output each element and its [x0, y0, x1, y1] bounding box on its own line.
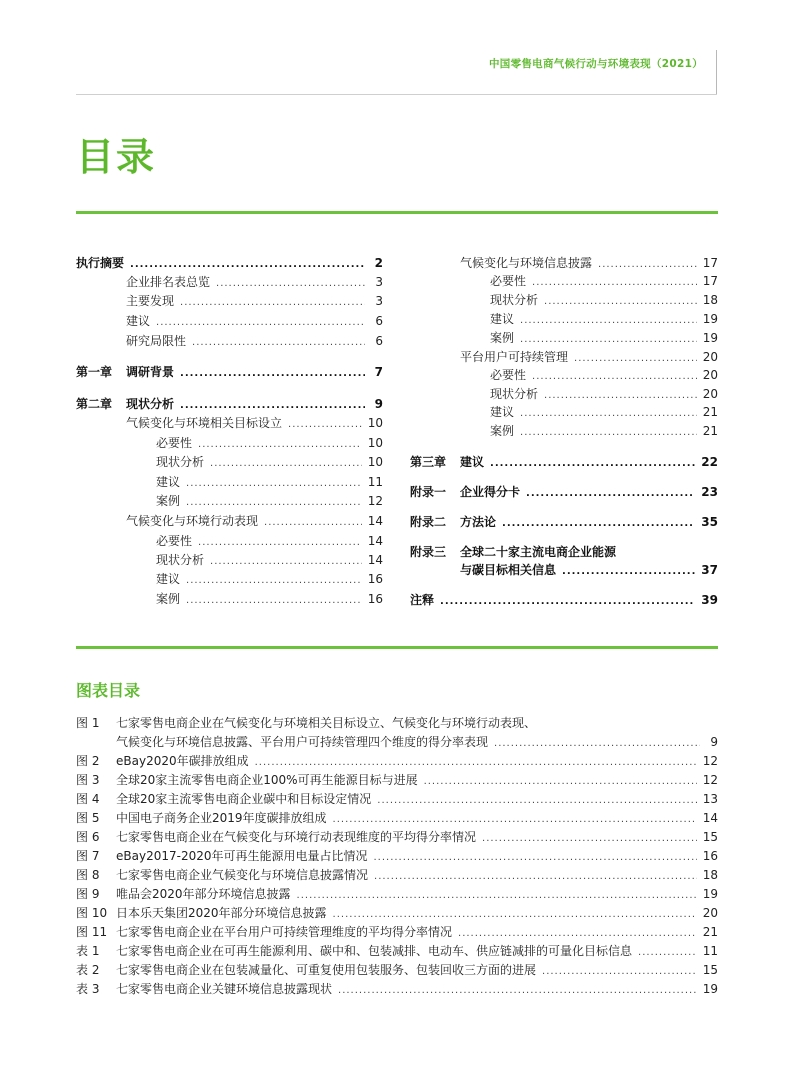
figure-number: 表 1	[76, 944, 100, 958]
figure-number: 图 7	[76, 849, 100, 863]
dot-leader	[198, 534, 362, 552]
toc-entry-text: 必要性	[156, 534, 193, 548]
toc-entry-text: 建议	[490, 405, 515, 419]
toc-entry-text: 建议	[460, 455, 485, 469]
toc-page-number: 20	[702, 368, 718, 382]
figure-number: 图 8	[76, 868, 100, 882]
dot-leader	[542, 963, 697, 981]
dot-leader	[562, 563, 695, 581]
figure-caption: 日本乐天集团2020年部分环境信息披露	[116, 906, 327, 920]
figure-number: 图 5	[76, 811, 100, 825]
toc-entry[interactable]	[410, 329, 718, 347]
dot-leader	[186, 494, 362, 512]
toc-entry[interactable]	[410, 543, 718, 561]
figure-page-number: 16	[702, 849, 718, 863]
toc-page-number: 14	[367, 553, 383, 567]
figure-caption: 唯品会2020年部分环境信息披露	[116, 887, 291, 901]
dot-leader	[198, 436, 362, 454]
toc-entry-text: 现状分析	[490, 387, 539, 401]
toc-entry-text: 方法论	[460, 515, 497, 529]
toc-page-number: 22	[701, 455, 718, 469]
toc-entry[interactable]	[410, 561, 718, 579]
dot-leader	[130, 256, 365, 274]
figure-page-number: 12	[702, 754, 718, 768]
dot-leader	[520, 424, 697, 442]
toc-entry-text: 案例	[156, 592, 181, 606]
dot-leader	[288, 416, 362, 434]
figure-page-number: 15	[702, 830, 718, 844]
toc-entry-label	[490, 422, 514, 440]
toc-entry-text: 建议	[156, 475, 181, 489]
figure-caption: 七家零售电商企业在气候变化与环境相关目标设立、气候变化与环境行动表现、	[116, 716, 537, 730]
dot-leader	[180, 365, 365, 383]
toc-entry-text: 注释	[410, 593, 435, 607]
report-header-title: 中国零售电商气候行动与环境表现（2021）	[488, 58, 703, 70]
toc-page-number: 19	[702, 312, 718, 326]
figure-page-number: 14	[702, 811, 718, 825]
toc-entry-label	[410, 513, 496, 531]
toc-entry-text: 必要性	[490, 368, 527, 382]
toc-entry-text: 平台用户可持续管理	[460, 350, 569, 364]
toc-chapter-number: 附录一	[410, 485, 447, 499]
toc-entry[interactable]	[76, 414, 383, 432]
dot-leader	[297, 887, 697, 905]
toc-entry[interactable]	[410, 483, 718, 501]
toc-page-number: 6	[375, 314, 383, 328]
dot-leader	[210, 455, 362, 473]
figure-caption: 全球20家主流零售电商企业碳中和目标设定情况	[116, 792, 372, 806]
toc-chapter-number: 附录二	[410, 515, 447, 529]
toc-page-number: 17	[702, 256, 718, 270]
figure-number: 图 2	[76, 754, 100, 768]
figure-caption: 气候变化与环境信息披露、平台用户可持续管理四个维度的得分率表现	[116, 735, 489, 749]
toc-entry-label	[410, 591, 434, 609]
toc-entry[interactable]	[76, 434, 383, 452]
figure-number: 表 2	[76, 963, 100, 977]
dot-leader	[373, 849, 696, 867]
figure-number: 图 9	[76, 887, 100, 901]
figure-page-number: 20	[702, 906, 718, 920]
toc-entry-label	[156, 590, 180, 608]
dot-leader	[440, 593, 695, 611]
dot-leader	[520, 331, 697, 349]
figure-page-number: 19	[702, 887, 718, 901]
dot-leader	[255, 754, 697, 772]
dot-leader	[494, 735, 700, 753]
toc-entry[interactable]	[76, 551, 383, 569]
toc-page-number: 39	[701, 593, 718, 607]
toc-entry-text: 气候变化与环境信息披露	[460, 256, 593, 270]
dot-leader	[526, 485, 695, 503]
toc-entry-text: 案例	[490, 424, 515, 438]
dot-leader	[490, 455, 695, 473]
figure-number: 表 3	[76, 982, 100, 996]
dot-leader	[458, 925, 697, 943]
figure-page-number: 15	[702, 963, 718, 977]
figure-page-number: 12	[702, 773, 718, 787]
dot-leader	[333, 906, 697, 924]
toc-page-number: 35	[701, 515, 718, 529]
figure-caption: 中国电子商务企业2019年度碳排放组成	[116, 811, 327, 825]
page-title: 目录	[76, 135, 157, 179]
figure-number: 图 4	[76, 792, 100, 806]
figure-page-number: 19	[702, 982, 718, 996]
toc-entry-label	[126, 414, 282, 432]
figure-number: 图 1	[76, 716, 100, 730]
toc-entry-text: 调研背景	[126, 365, 175, 379]
section-rule	[76, 646, 718, 649]
toc-entry-label	[76, 254, 124, 272]
toc-entry[interactable]	[76, 492, 383, 510]
toc-entry[interactable]	[76, 273, 383, 291]
toc-entry[interactable]	[410, 385, 718, 403]
dot-leader	[638, 944, 697, 962]
toc-entry[interactable]	[410, 366, 718, 384]
dot-leader	[180, 294, 365, 312]
dot-leader	[532, 368, 697, 386]
figure-entry[interactable]	[76, 885, 718, 903]
toc-entry[interactable]	[76, 312, 383, 330]
figure-page-number: 9	[710, 735, 718, 749]
toc-page-number: 9	[374, 397, 383, 411]
figure-entry[interactable]	[76, 752, 718, 770]
toc-page-number: 37	[701, 563, 718, 577]
dot-leader	[482, 830, 697, 848]
dot-leader	[186, 592, 362, 610]
toc-page-number: 3	[375, 275, 383, 289]
dot-leader	[544, 293, 697, 311]
toc-entry[interactable]	[410, 348, 718, 366]
toc-entry-label	[126, 512, 258, 530]
figure-entry[interactable]	[76, 828, 718, 846]
figure-entry[interactable]	[76, 733, 718, 751]
toc-entry-label	[76, 363, 174, 381]
toc-entry[interactable]	[410, 291, 718, 309]
toc-entry-label	[490, 272, 526, 290]
toc-entry-text: 与碳目标相关信息	[460, 563, 557, 577]
figure-entry[interactable]	[76, 980, 718, 998]
toc-entry[interactable]	[410, 272, 718, 290]
dot-leader	[333, 811, 697, 829]
toc-entry-label	[490, 329, 514, 347]
toc-chapter-number: 第一章	[76, 365, 113, 379]
toc-chapter-number: 第二章	[76, 397, 113, 411]
dot-leader	[216, 275, 365, 293]
figure-number: 图 11	[76, 925, 108, 939]
figure-caption: 全球20家主流零售电商企业100%可再生能源目标与进展	[116, 773, 418, 787]
toc-page-number: 16	[367, 572, 383, 586]
dot-leader	[156, 314, 365, 332]
toc-page-number: 21	[702, 405, 718, 419]
toc-entry-label	[410, 453, 484, 471]
toc-entry-label	[126, 273, 210, 291]
toc-page-number: 21	[702, 424, 718, 438]
figure-entry[interactable]	[76, 771, 718, 789]
toc-entry-text: 企业得分卡	[460, 485, 521, 499]
toc-entry-label	[410, 483, 520, 501]
dot-leader	[424, 773, 697, 791]
dot-leader	[520, 312, 697, 330]
figure-page-number: 18	[702, 868, 718, 882]
toc-entry-text: 执行摘要	[76, 256, 125, 270]
toc-page-number: 20	[702, 350, 718, 364]
toc-entry[interactable]	[76, 395, 383, 413]
title-rule	[76, 211, 718, 214]
toc-entry-label	[490, 291, 538, 309]
dot-leader	[180, 397, 365, 415]
toc-entry-text: 企业排名表总览	[126, 275, 211, 289]
dot-leader	[532, 274, 697, 292]
toc-entry-label	[126, 312, 150, 330]
toc-entry[interactable]	[76, 570, 383, 588]
dot-leader	[520, 405, 697, 423]
toc-entry-label	[156, 473, 180, 491]
toc-entry[interactable]	[76, 473, 383, 491]
toc-page-number: 17	[702, 274, 718, 288]
toc-entry-text: 必要性	[156, 436, 193, 450]
toc-entry-label	[156, 453, 204, 471]
figure-page-number: 21	[702, 925, 718, 939]
toc-page-number: 12	[367, 494, 383, 508]
toc-entry[interactable]	[410, 403, 718, 421]
header-divider-horizontal	[76, 94, 717, 95]
toc-entry-text: 现状分析	[490, 293, 539, 307]
figure-entry[interactable]	[76, 790, 718, 808]
figure-entry[interactable]	[76, 866, 718, 884]
toc-entry[interactable]	[76, 292, 383, 310]
toc-entry[interactable]	[76, 590, 383, 608]
dot-leader	[210, 553, 362, 571]
figure-page-number: 13	[702, 792, 718, 806]
toc-chapter-number: 附录三	[410, 545, 447, 559]
toc-page-number: 6	[375, 334, 383, 348]
toc-entry-label	[460, 561, 556, 579]
toc-entry-label	[490, 366, 526, 384]
dot-leader	[338, 982, 697, 1000]
toc-entry-text: 气候变化与环境相关目标设立	[126, 416, 283, 430]
toc-entry-text: 案例	[490, 331, 515, 345]
toc-entry-label	[126, 292, 174, 310]
toc-page-number: 23	[701, 485, 718, 499]
toc-page-number: 18	[702, 293, 718, 307]
figure-number: 图 10	[76, 906, 108, 920]
dot-leader	[192, 334, 365, 352]
toc-page-number: 20	[702, 387, 718, 401]
figure-caption: eBay2017-2020年可再生能源用电量占比情况	[116, 849, 368, 863]
toc-entry[interactable]	[410, 591, 718, 609]
toc-entry[interactable]	[76, 532, 383, 550]
dot-leader	[264, 514, 362, 532]
toc-page-number: 3	[375, 294, 383, 308]
figure-caption: 七家零售电商企业在包装减量化、可重复使用包装服务、包装回收三方面的进展	[116, 963, 537, 977]
toc-page-number: 19	[702, 331, 718, 345]
toc-page-number: 14	[367, 514, 383, 528]
toc-page-number: 11	[367, 475, 383, 489]
figure-caption: 七家零售电商企业气候变化与环境信息披露情况	[116, 868, 369, 882]
toc-page-number: 14	[367, 534, 383, 548]
toc-entry[interactable]	[76, 332, 383, 350]
toc-entry[interactable]	[410, 254, 718, 272]
toc-entry-label	[490, 385, 538, 403]
toc-entry[interactable]	[410, 453, 718, 471]
toc-entry-text: 研究局限性	[126, 334, 187, 348]
dot-leader	[377, 792, 696, 810]
toc-entry-text: 建议	[156, 572, 181, 586]
figure-entry[interactable]	[76, 961, 718, 979]
toc-entry-label	[490, 310, 514, 328]
toc-chapter-number: 第三章	[410, 455, 447, 469]
toc-entry-label	[76, 395, 174, 413]
figure-entry[interactable]	[76, 847, 718, 865]
toc-entry[interactable]	[76, 254, 383, 272]
toc-entry[interactable]	[76, 453, 383, 471]
toc-page-number: 2	[374, 256, 383, 270]
toc-entry-label	[126, 332, 186, 350]
toc-entry-text: 必要性	[490, 274, 527, 288]
toc-entry-text: 全球二十家主流电商企业能源	[460, 545, 617, 559]
figure-number: 图 6	[76, 830, 100, 844]
toc-entry-text: 气候变化与环境行动表现	[126, 514, 259, 528]
toc-entry-text: 案例	[156, 494, 181, 508]
header-divider-vertical	[716, 50, 717, 94]
toc-entry-label	[460, 348, 568, 366]
toc-entry-text: 建议	[126, 314, 151, 328]
toc-entry[interactable]	[410, 310, 718, 328]
toc-entry-text: 现状分析	[126, 397, 175, 411]
figure-entry[interactable]	[76, 714, 718, 732]
figure-caption: eBay2020年碳排放组成	[116, 754, 249, 768]
toc-entry[interactable]	[410, 513, 718, 531]
toc-entry-text: 现状分析	[156, 455, 205, 469]
toc-entry-label	[460, 254, 592, 272]
toc-entry[interactable]	[76, 512, 383, 530]
dot-leader	[374, 868, 697, 886]
toc-entry[interactable]	[76, 363, 383, 381]
figure-entry[interactable]	[76, 923, 718, 941]
dot-leader	[186, 475, 362, 493]
figure-entry[interactable]	[76, 809, 718, 827]
toc-entry[interactable]	[410, 422, 718, 440]
toc-page-number: 16	[367, 592, 383, 606]
toc-entry-label	[156, 551, 204, 569]
figure-caption: 七家零售电商企业在可再生能源利用、碳中和、包装减排、电动车、供应链减排的可量化目标信息	[116, 944, 633, 958]
figure-page-number: 11	[702, 944, 718, 958]
toc-page-number: 10	[367, 436, 383, 450]
toc-page-number: 7	[374, 365, 383, 379]
figures-section-title: 图表目录	[76, 681, 141, 700]
toc-entry-label	[156, 492, 180, 510]
dot-leader	[186, 572, 362, 590]
toc-entry-text: 现状分析	[156, 553, 205, 567]
toc-entry-label	[156, 570, 180, 588]
figure-caption: 七家零售电商企业在平台用户可持续管理维度的平均得分率情况	[116, 925, 453, 939]
toc-page-number: 10	[367, 416, 383, 430]
toc-entry-label	[156, 532, 192, 550]
toc-entry-text: 主要发现	[126, 294, 175, 308]
toc-entry-text: 建议	[490, 312, 515, 326]
figure-entry[interactable]	[76, 904, 718, 922]
figure-caption: 七家零售电商企业在气候变化与环境行动表现维度的平均得分率情况	[116, 830, 477, 844]
toc-entry-label	[156, 434, 192, 452]
figure-caption: 七家零售电商企业关键环境信息披露现状	[116, 982, 333, 996]
toc-entry-label	[410, 543, 616, 561]
figure-number: 图 3	[76, 773, 100, 787]
dot-leader	[502, 515, 695, 533]
figure-entry[interactable]	[76, 942, 718, 960]
toc-page-number: 10	[367, 455, 383, 469]
toc-entry-label	[490, 403, 514, 421]
